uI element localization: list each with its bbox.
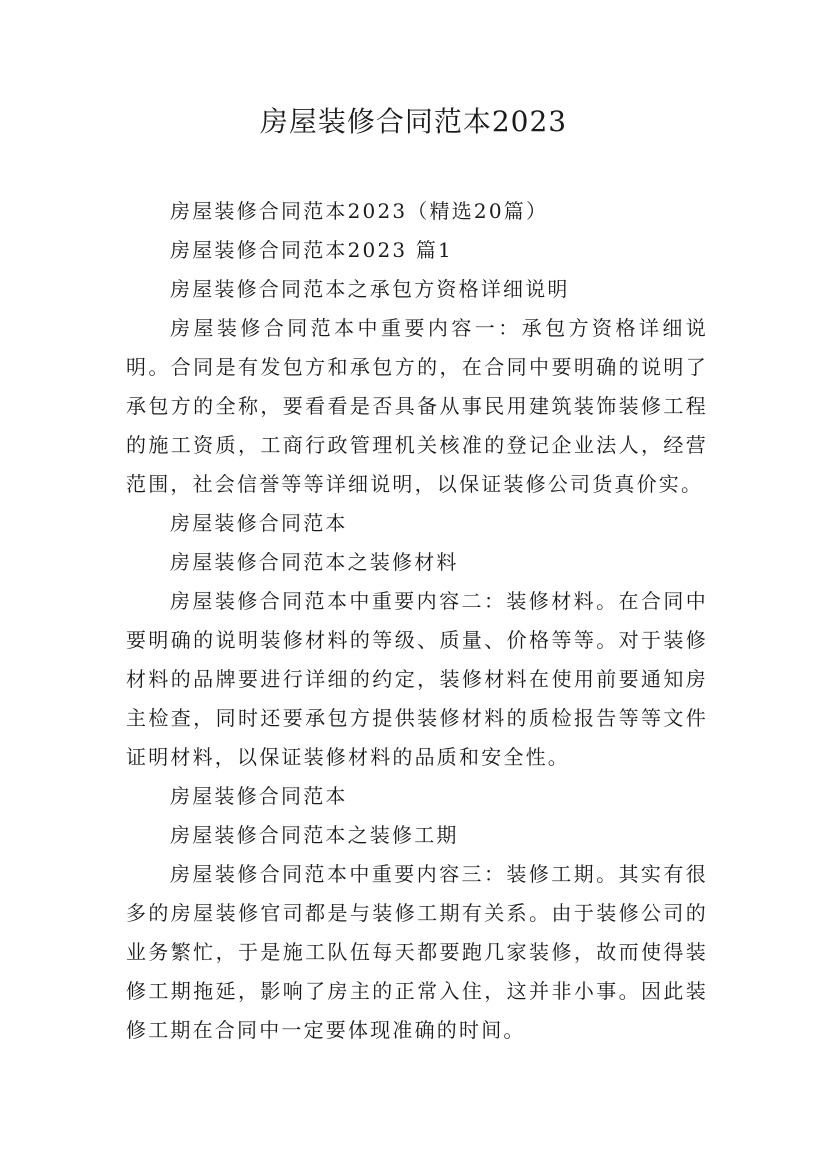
document-title: 房屋装修合同范本2023 — [259, 105, 568, 138]
paragraph-topic-materials: 房屋装修合同范本之装修材料 — [170, 550, 459, 574]
paragraph-schedule-details: 房屋装修合同范本中重要内容三：装修工期。其实有很多的房屋装修官司都是与装修工期有关系。由于装修公司的业务繁忙，于是施工队伍每天都要跑几家装修，故而使得装修工期拖延，影响了房主的正常入住，这并非小事。因此装修工期在合同中一定要体现准确的时间。 — [126, 862, 708, 1042]
paragraph-contractor-details: 房屋装修合同范本中重要内容一：承包方资格详细说明。合同是有发包方和承包方的，在合同中要明确的说明了承包方的全称，要看看是否具备从事民用建筑装饰装修工程的施工资质，工商行政管理机关核准的登记企业法人，经营范围，社会信誉等等详细说明，以保证装修公司货真价实。 — [126, 316, 708, 496]
paragraph-label: 房屋装修合同范本 — [170, 511, 348, 535]
document-body — [126, 192, 708, 1050]
paragraph-subtitle: 房屋装修合同范本2023（精选20篇） — [170, 199, 549, 223]
paragraph-label: 房屋装修合同范本 — [170, 784, 348, 808]
paragraph-section-heading: 房屋装修合同范本2023 篇1 — [170, 238, 453, 262]
paragraph-topic-contractor: 房屋装修合同范本之承包方资格详细说明 — [170, 277, 570, 301]
paragraph-materials-details: 房屋装修合同范本中重要内容二：装修材料。在合同中要明确的说明装修材料的等级、质量、价格等等。对于装修材料的品牌要进行详细的约定，装修材料在使用前要通知房主检查，同时还要承包方提供装修材料的质检报告等等文件证明材料，以保证装修材料的品质和安全性。 — [126, 589, 708, 769]
paragraph-topic-schedule: 房屋装修合同范本之装修工期 — [170, 823, 459, 847]
